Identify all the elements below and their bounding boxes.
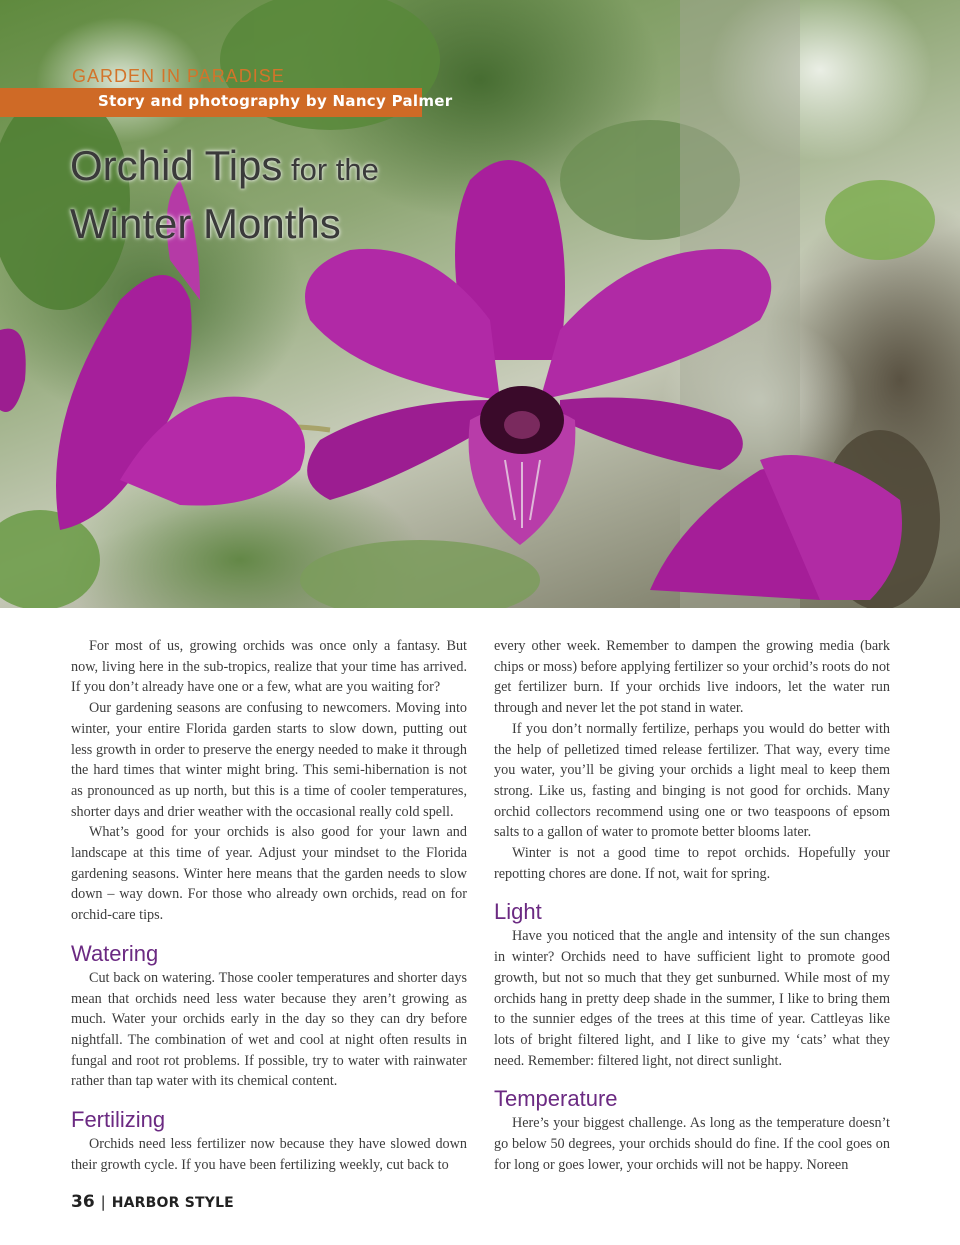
hero-photo — [0, 0, 960, 608]
heading-fertilizing: Fertilizing — [71, 1107, 166, 1133]
page-footer — [71, 1192, 234, 1212]
intro-paragraph-3: What’s good for your orchids is also good for your lawn and landscape at this time of year. Adjust your mindset to the Florida gardening seasons. Winter here means that the garden needs to slow down – way down. For those who already own orchids, read on for orchid-care tips. — [71, 824, 467, 924]
title-line2: Winter Months — [70, 200, 341, 247]
watering-paragraph: Cut back on watering. Those cooler temperatures and shorter days mean that orchids need less water because they aren’t growing as much. Water your orchids early in the day so they can dry before nightfall. The combination of wet and cool at night often results in fungal and root rot problems. If possible, try to water with rainwater rather than tap water with its chemical content. — [71, 969, 467, 1090]
heading-temperature: Temperature — [494, 1086, 618, 1112]
temperature-paragraph: Here’s your biggest challenge. As long as the temperature doesn’t go below 50 degrees, your orchids should do fine. If the cool goes on for long or goes lower, your orchids will not be happy. Noreen — [494, 1115, 890, 1173]
section-kicker: GARDEN IN PARADISE — [72, 66, 285, 86]
article-title — [70, 142, 379, 248]
footer-separator: | — [100, 1193, 106, 1211]
byline: Story and photography by Nancy Palmer — [98, 92, 453, 110]
intro-paragraph-2: Our gardening seasons are confusing to newcomers. Moving into winter, your entire Florida garden starts to slow down, putting out less growth in order to preserve the energy needed to make it through the hard times that winter might bring. This semi-hibernation is not as pronounced as up north, but this is a time of cooler temperatures, shorter days and drier weather with the occasional really cold spell. — [71, 700, 467, 820]
column-left — [71, 636, 467, 1175]
intro-paragraph-1: For most of us, growing orchids was once only a fantasy. But now, living here in the sub-tropics, realize that your time has arrived. If you don’t already have one or a few, what are you waiting for? — [71, 638, 467, 696]
fertilizing-paragraph-2: If you don’t normally fertilize, perhaps you would do better with the help of pelletized timed release fertilizer. That way, every time you water, you’ll be giving your orchids a light meal to keep them strong. Like us, fasting and binging is not good for orchids. Many orchid collectors recommend using one or two teaspoons of epsom salts to a gallon of water to promote better blooms later. — [494, 720, 890, 841]
fertilizing-paragraph-3: Winter is not a good time to repot orchids. Hopefully your repotting chores are done. If not, wait for spring. — [494, 845, 890, 882]
light-paragraph: Have you noticed that the angle and intensity of the sun changes in winter? Orchids need to have sufficient light to promote good growth, but not so much that they get sunburned. While most of my orchids hang in pretty deep shade in the summer, I like to bring them to the sunnier edges of the trees at this time of year. Cattleyas like lots of bright filtered light, and I like to give my ‘cats’ what they need. Remember: filtered light, not direct sunlight. — [494, 928, 890, 1069]
title-part2: for the — [282, 152, 379, 187]
title-part1: Orchid Tips — [70, 142, 283, 189]
page-number: 36 — [71, 1192, 95, 1212]
fertilizing-paragraph-continued: every other week. Remember to dampen the growing media (bark chips or moss) before applying fertilizer so your orchid’s roots do not get fertilizer burn. If your orchids live indoors, let the water run through and never let the pot stand in water. — [494, 638, 890, 717]
heading-watering: Watering — [71, 940, 159, 966]
column-right — [494, 636, 890, 1175]
magazine-name: HARBOR STYLE — [111, 1195, 234, 1211]
fertilizing-paragraph-start: Orchids need less fertilizer now because they have slowed down their growth cycle. If you have been fertilizing weekly, cut back to — [71, 1136, 467, 1173]
heading-light: Light — [494, 899, 542, 925]
